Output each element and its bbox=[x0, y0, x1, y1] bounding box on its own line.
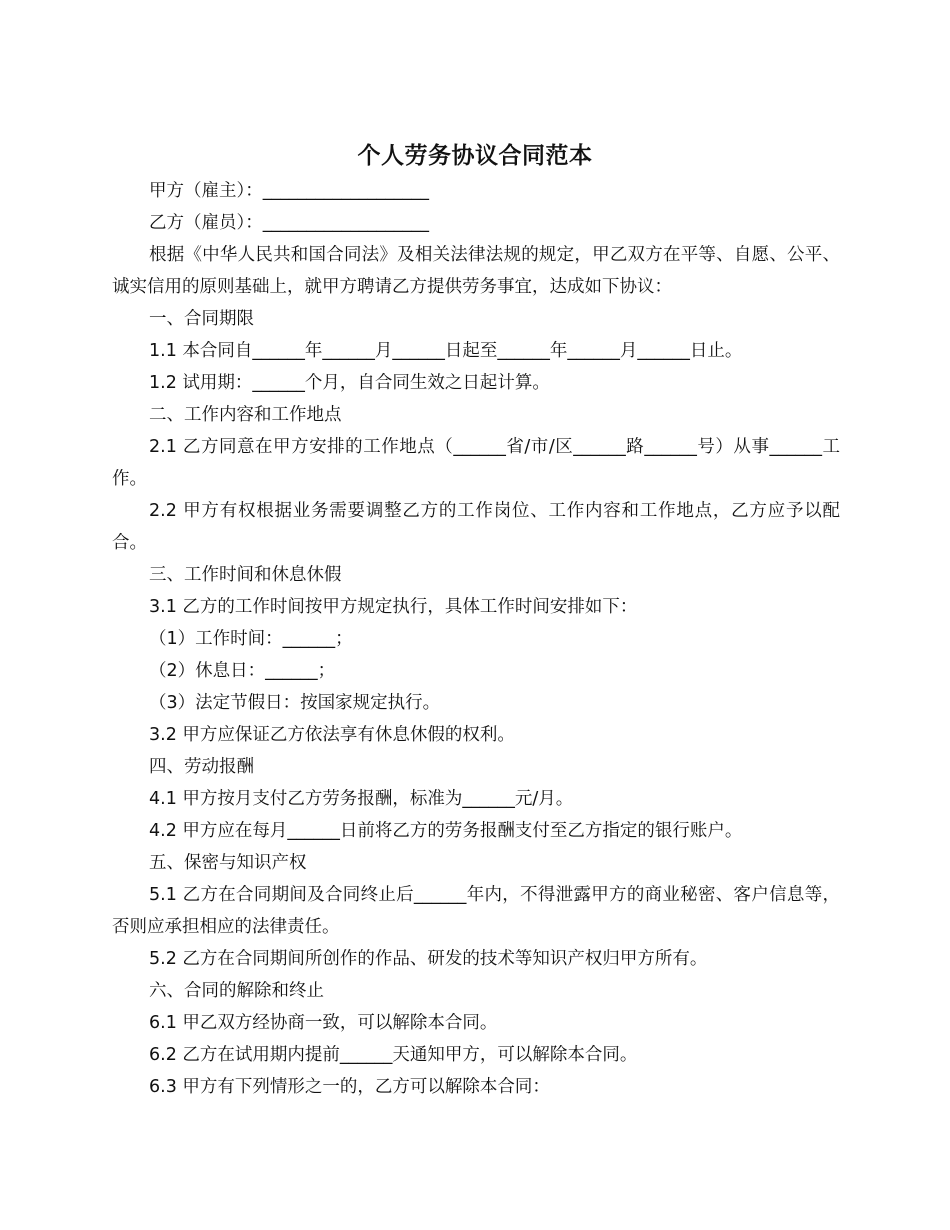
clause-paragraph: 4.2 甲方应在每月______日前将乙方的劳务报酬支付至乙方指定的银行账户。 bbox=[149, 821, 743, 841]
document-body bbox=[112, 175, 840, 1103]
clause-paragraph: 4.1 甲方按月支付乙方劳务报酬，标准为______元/月。 bbox=[149, 789, 574, 809]
section-heading: 五、保密与知识产权 bbox=[149, 853, 307, 873]
preamble-paragraph: 根据《中华人民共和国合同法》及相关法律法规的规定，甲乙双方在平等、自愿、公平、诚实信用的原则基础上，就甲方聘请乙方提供劳务事宜，达成如下协议： bbox=[112, 245, 840, 297]
list-item: （3）法定节假日：按国家规定执行。 bbox=[149, 693, 441, 713]
clause-paragraph: 1.2 试用期：______个月，自合同生效之日起计算。 bbox=[149, 373, 550, 393]
clause-paragraph: 6.2 乙方在试用期内提前______天通知甲方，可以解除本合同。 bbox=[149, 1045, 638, 1065]
clause-paragraph: 5.2 乙方在合同期间所创作的作品、研发的技术等知识产权归甲方所有。 bbox=[149, 949, 708, 969]
document-title: 个人劳务协议合同范本 bbox=[357, 143, 593, 170]
clause-paragraph: 3.1 乙方的工作时间按甲方规定执行，具体工作时间安排如下： bbox=[149, 597, 638, 617]
section-heading: 六、合同的解除和终止 bbox=[149, 981, 324, 1001]
clause-paragraph: 1.1 本合同自______年______月______日起至______年______月______日止。 bbox=[149, 341, 743, 361]
party-b-line: 乙方（雇员）：___________________ bbox=[149, 213, 429, 233]
section-heading: 三、工作时间和休息休假 bbox=[149, 565, 342, 585]
clause-paragraph: 6.3 甲方有下列情形之一的，乙方可以解除本合同： bbox=[149, 1077, 550, 1097]
party-a-line: 甲方（雇主）：___________________ bbox=[149, 181, 429, 201]
section-heading: 一、合同期限 bbox=[149, 309, 254, 329]
list-item: （1）工作时间：______； bbox=[149, 629, 353, 649]
clause-paragraph: 6.1 甲乙双方经协商一致，可以解除本合同。 bbox=[149, 1013, 498, 1033]
clause-paragraph: 3.2 甲方应保证乙方依法享有休息休假的权利。 bbox=[149, 725, 515, 745]
section-heading: 四、劳动报酬 bbox=[149, 757, 254, 777]
clause-paragraph: 5.1 乙方在合同期间及合同终止后______年内，不得泄露甲方的商业秘密、客户信息等，否则应承担相应的法律责任。 bbox=[112, 885, 840, 937]
clause-paragraph: 2.2 甲方有权根据业务需要调整乙方的工作岗位、工作内容和工作地点，乙方应予以配合。 bbox=[112, 501, 840, 553]
section-heading: 二、工作内容和工作地点 bbox=[149, 405, 342, 425]
list-item: （2）休息日：______； bbox=[149, 661, 336, 681]
clause-paragraph: 2.1 乙方同意在甲方安排的工作地点（______省/市/区______路______号）从事______工作。 bbox=[112, 437, 840, 489]
